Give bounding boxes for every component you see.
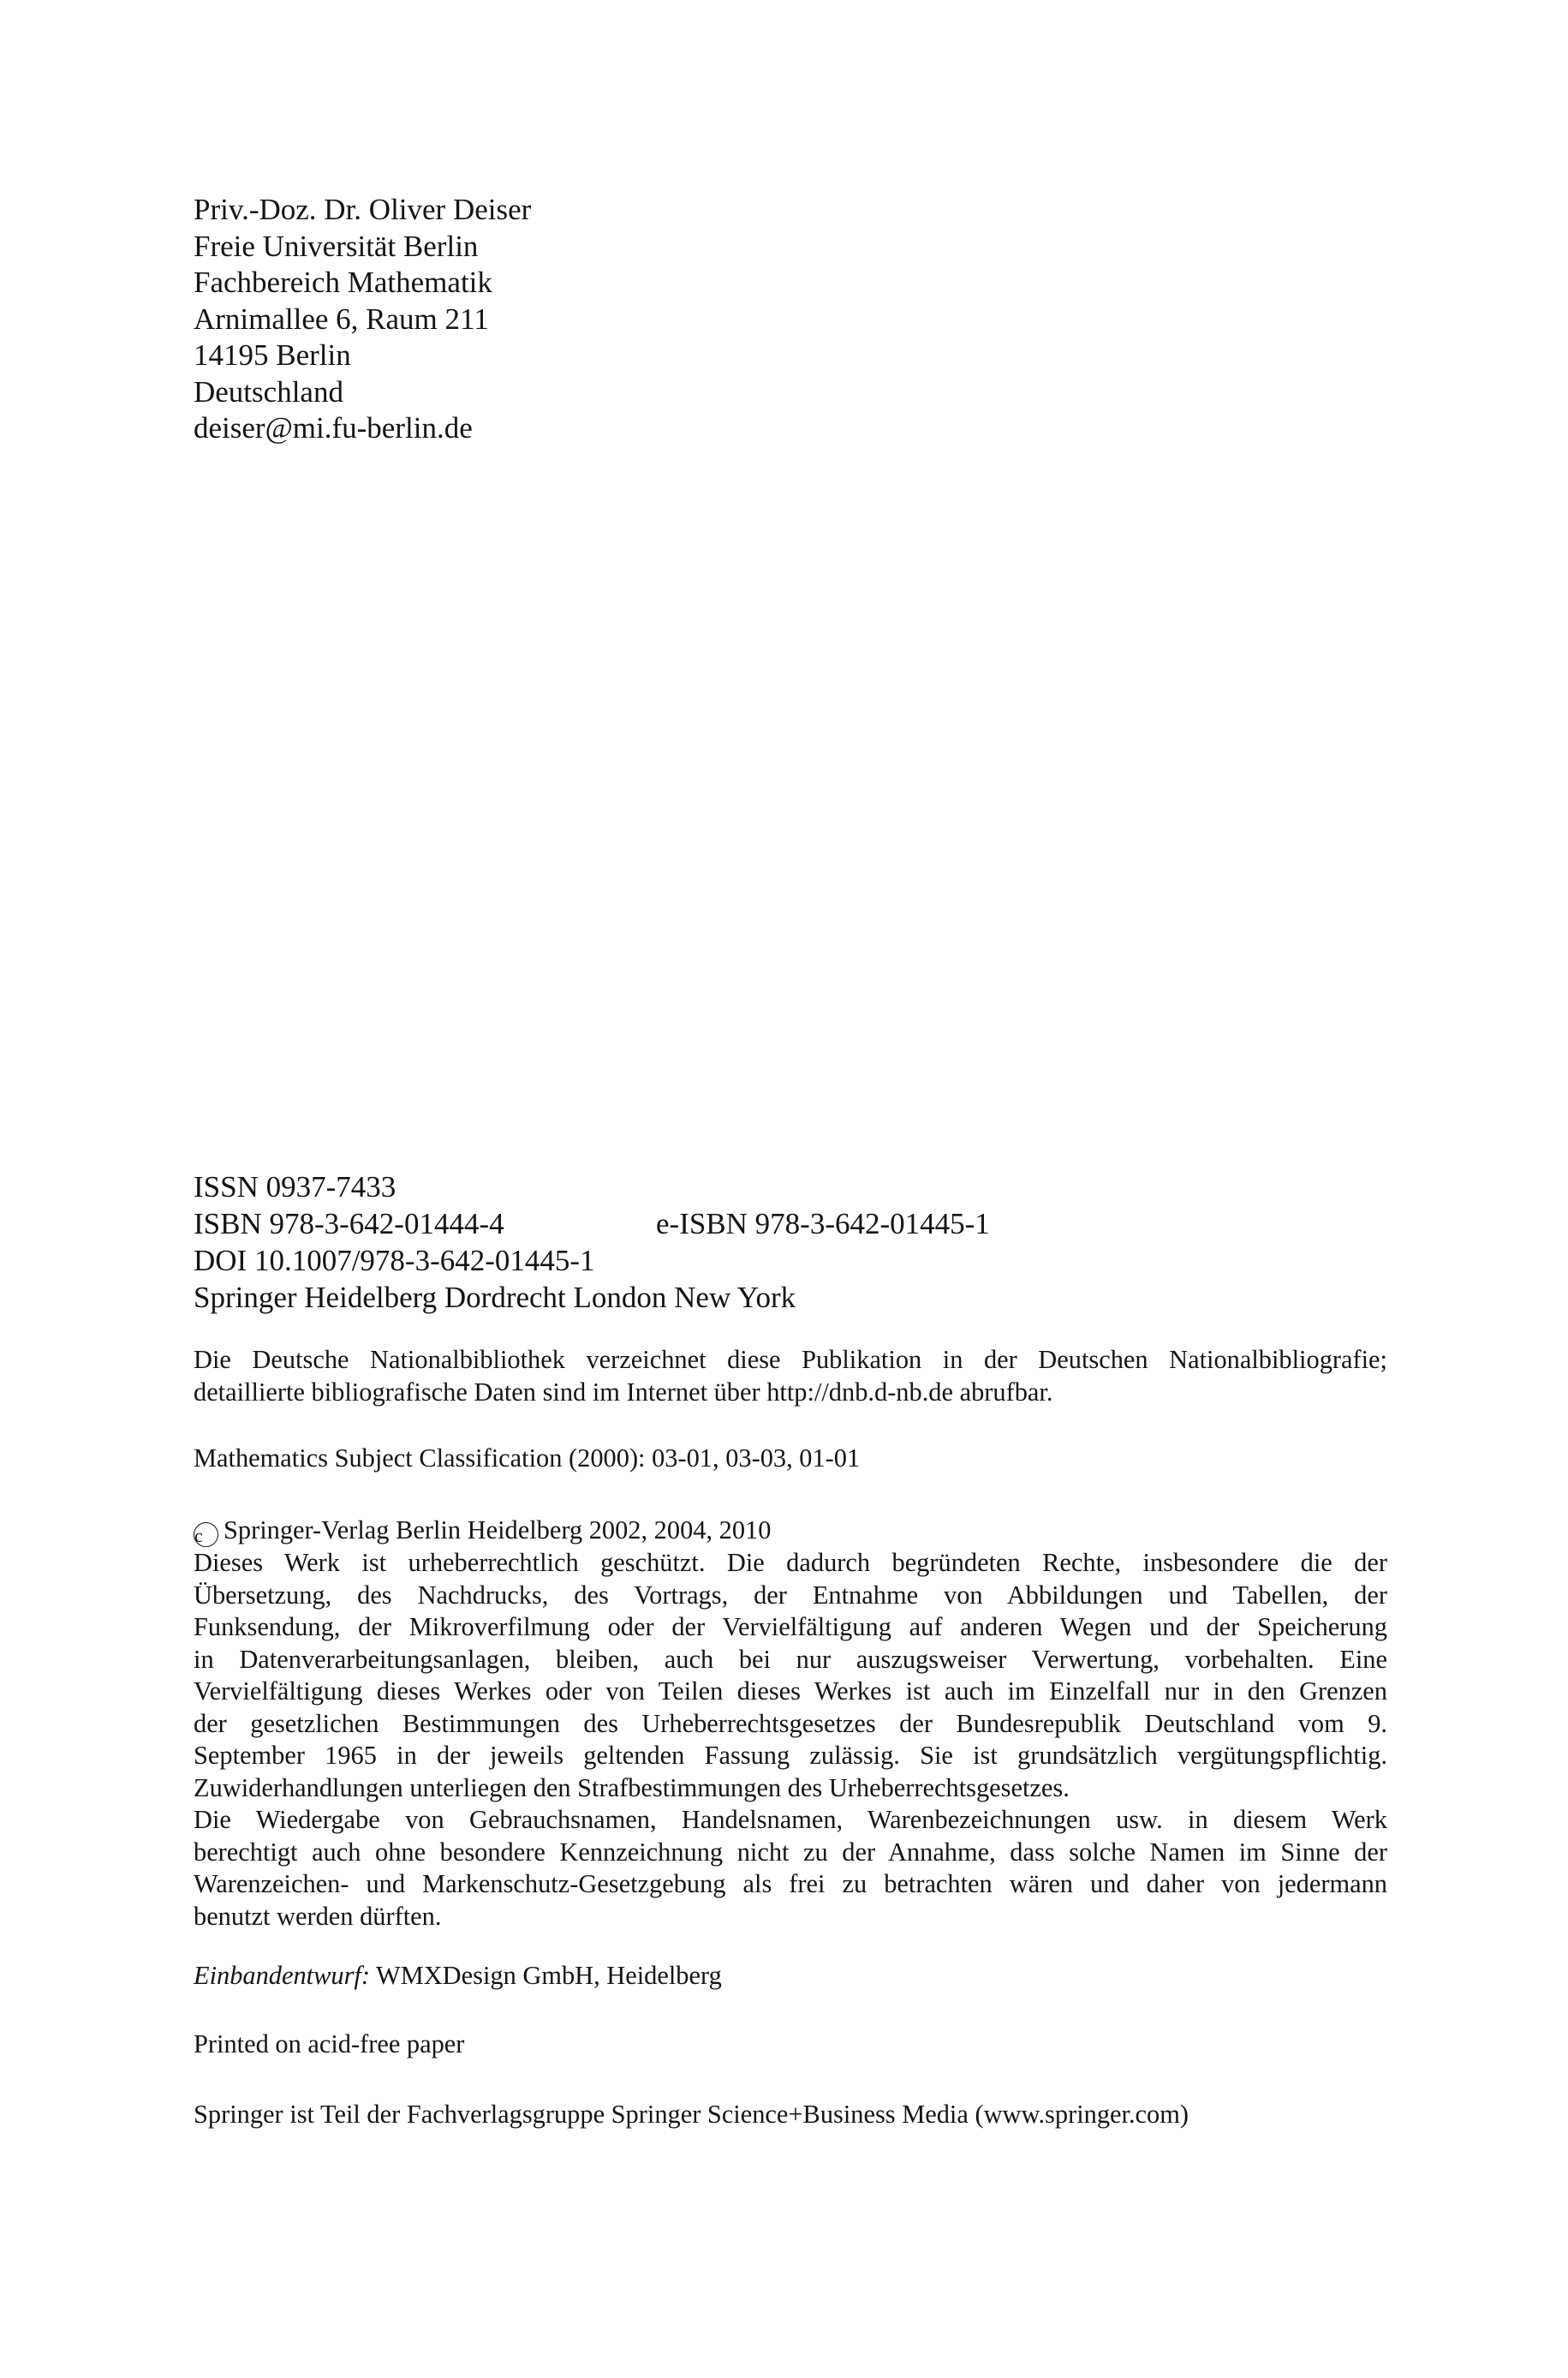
author-name: Priv.-Doz. Dr. Oliver Deiser (194, 193, 532, 226)
author-address-block (194, 192, 531, 447)
author-institution: Freie Universität Berlin (194, 229, 479, 263)
paragraph-line: Warenzeichen- und Markenschutz-Gesetzgebung als frei zu betrachten wären und daher von jedermann (194, 1869, 1387, 1898)
paragraph-line: Zuwiderhandlungen unterliegen den Strafbestimmungen des Urheberrechtsgesetzes. (194, 1772, 1070, 1802)
paragraph-line: Funksendung, der Mikroverfilmung oder der Vervielfältigung auf anderen Wegen und der Speicherung (194, 1612, 1387, 1641)
copyright-block (194, 1515, 1387, 1933)
e-isbn: e-ISBN 978-3-642-01445-1 (656, 1207, 990, 1240)
author-email: deiser@mi.fu-berlin.de (194, 411, 473, 445)
cover-design-value: WMXDesign GmbH, Heidelberg (376, 1961, 722, 1990)
author-department: Fachbereich Mathematik (194, 266, 492, 299)
copyright-holder: Springer-Verlag Berlin Heidelberg 2002, 2004, 2010 (224, 1515, 772, 1545)
copyright-icon: c (194, 1522, 218, 1547)
publisher-locations: Springer Heidelberg Dordrecht London New York (194, 1281, 796, 1314)
copyright-line (194, 1515, 1387, 1547)
isbn-row (194, 1205, 990, 1242)
paragraph-line: der gesetzlichen Bestimmungen des Urheberrechtsgesetzes der Bundesrepublik Deutschland vom 9. (194, 1708, 1387, 1738)
paragraph-line: Vervielfältigung dieses Werkes oder von Teilen dieses Werkes ist auch im Einzelfall nur in den Grenzen (194, 1676, 1387, 1706)
msc-classification: Mathematics Subject Classification (2000): 03-01, 03-03, 01-01 (194, 1443, 861, 1473)
paragraph-line: September 1965 in der jeweils geltenden Fassung zulässig. Sie ist grundsätzlich vergütungspflichtig. (194, 1741, 1387, 1770)
nationalbibliothek-line: detaillierte bibliografische Daten sind im Internet über http://dnb.d-nb.de abrufbar. (194, 1377, 1053, 1407)
author-country: Deutschland (194, 374, 343, 409)
paragraph-line: Dieses Werk ist urheberrechtlich geschützt. Die dadurch begründeten Rechte, insbesondere die der (194, 1548, 1387, 1577)
identifier-block (194, 1168, 990, 1316)
paper-note: Printed on acid-free paper (194, 2029, 465, 2058)
doi: DOI 10.1007/978-3-642-01445-1 (194, 1244, 595, 1277)
paragraph-line: benutzt werden dürften. (194, 1901, 442, 1931)
paragraph-line: in Datenverarbeitungsanlagen, bleiben, auch bei nur auszugsweiser Verwertung, vorbehalten. Eine (194, 1644, 1387, 1674)
copyright-paragraph-1 (194, 1547, 1387, 1804)
paragraph-line: Die Wiedergabe von Gebrauchsnamen, Handelsnamen, Warenbezeichnungen usw. in diesem Werk (194, 1805, 1387, 1834)
nationalbibliothek-notice (194, 1344, 1387, 1408)
cover-design-label: Einbandentwurf: (194, 1961, 370, 1990)
paragraph-line: Übersetzung, des Nachdrucks, des Vortrags, der Entnahme von Abbildungen und Tabellen, der (194, 1580, 1387, 1610)
isbn: ISBN 978-3-642-01444-4 (194, 1207, 504, 1240)
author-street: Arnimallee 6, Raum 211 (194, 302, 489, 336)
nationalbibliothek-line: Die Deutsche Nationalbibliothek verzeichnet diese Publikation in der Deutschen Nationalbibliografie; (194, 1345, 1387, 1374)
publisher-note: Springer ist Teil der Fachverlagsgruppe Springer Science+Business Media (www.springer.com) (194, 2100, 1189, 2129)
issn: ISSN 0937-7433 (194, 1170, 396, 1204)
copyright-paragraph-2 (194, 1804, 1387, 1933)
cover-design-credit (194, 1960, 1387, 1993)
paragraph-line: berechtigt auch ohne besondere Kennzeichnung nicht zu der Annahme, dass solche Namen im Sinne der (194, 1837, 1387, 1867)
author-city: 14195 Berlin (194, 338, 351, 372)
